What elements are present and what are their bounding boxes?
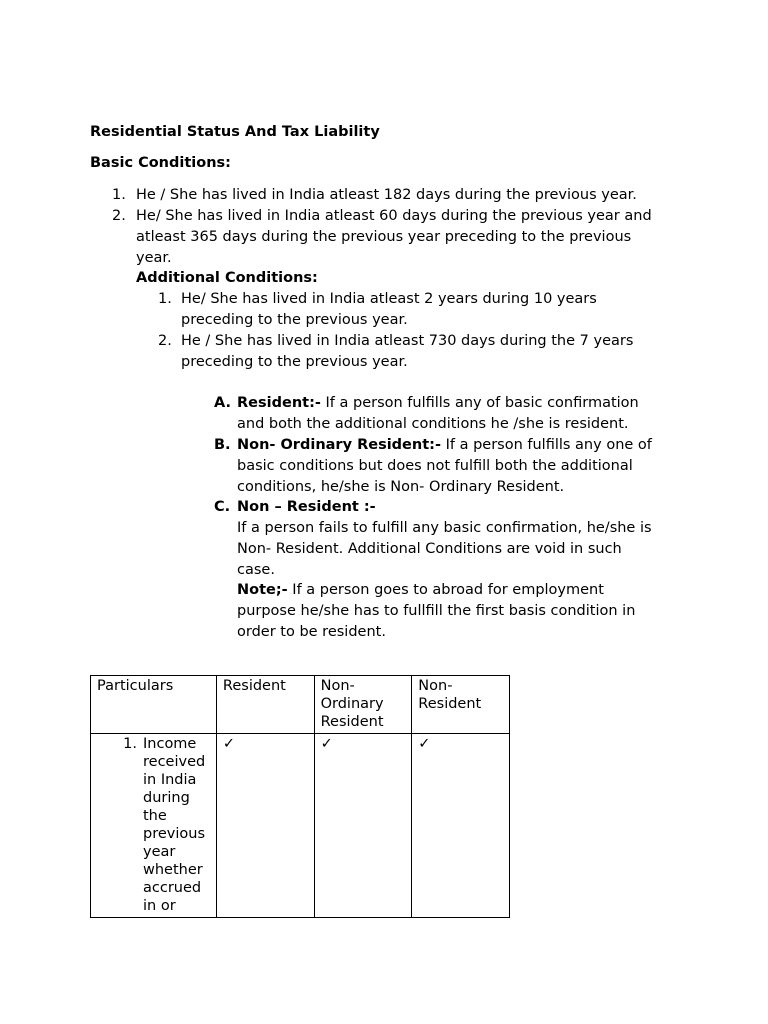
basic-item-2-text-line-3: year. — [136, 250, 172, 266]
category-c-line-2: Non- Resident. Additional Conditions are void in such — [237, 541, 622, 557]
table-header-row — [91, 676, 510, 734]
document-title: Residential Status And Tax Liability — [90, 124, 380, 140]
category-a-line-2: and both the additional conditions he /she is resident. — [237, 416, 629, 432]
additional-conditions-heading: Additional Conditions: — [136, 270, 318, 286]
category-b-term: Non- Ordinary Resident:- — [237, 437, 441, 453]
category-a-term: Resident:- — [237, 395, 321, 411]
basic-conditions-heading: Basic Conditions: — [90, 155, 231, 171]
particular-text: Income received in India during the previous year whether accrued in or — [143, 736, 206, 914]
note-term: Note;- — [237, 582, 288, 598]
cell-resident-check: ✓ — [216, 734, 314, 918]
category-c-term: Non – Resident :- — [237, 499, 376, 515]
basic-item-1-number: 1. — [112, 187, 126, 203]
additional-item-2-number: 2. — [158, 333, 172, 349]
category-c-line-1: If a person fails to fulfill any basic confirmation, he/she is — [237, 520, 652, 536]
basic-item-2-number: 2. — [112, 208, 126, 224]
additional-item-1-text-line-2: preceding to the previous year. — [181, 312, 408, 328]
basic-item-2-text-line-1: He/ She has lived in India atleast 60 days during the previous year and — [136, 208, 652, 224]
category-b-line-1 — [237, 437, 652, 453]
header-particulars: Particulars — [91, 676, 217, 734]
note-definition: If a person goes to abroad for employment — [287, 582, 604, 598]
category-a-definition: If a person fulfills any of basic confirmation — [320, 395, 639, 411]
category-c-letter: C. — [214, 499, 231, 515]
cell-non-resident-check: ✓ — [412, 734, 510, 918]
category-a-line-1 — [237, 395, 639, 411]
cell-non-ordinary-check: ✓ — [314, 734, 412, 918]
note-line-3: order to be resident. — [237, 624, 386, 640]
table-row — [91, 734, 510, 918]
basic-item-1-text: He / She has lived in India atleast 182 days during the previous year. — [136, 187, 637, 203]
tax-liability-table — [90, 675, 510, 918]
category-b-definition: If a person fulfills any one of — [440, 437, 652, 453]
cell-particular — [91, 734, 217, 918]
note-line-1 — [237, 582, 604, 598]
note-line-2: purpose he/she has to fullfill the first basis condition in — [237, 603, 636, 619]
header-non-ordinary-resident: Non- Ordinary Resident — [314, 676, 412, 734]
header-resident: Resident — [216, 676, 314, 734]
category-a-letter: A. — [214, 395, 231, 411]
basic-item-2-text-line-2: atleast 365 days during the previous year preceding to the previous — [136, 229, 632, 245]
additional-item-2-text-line-1: He / She has lived in India atleast 730 days during the 7 years — [181, 333, 634, 349]
category-c-line-3: case. — [237, 562, 275, 578]
additional-item-1-number: 1. — [158, 291, 172, 307]
category-b-letter: B. — [214, 437, 231, 453]
category-b-line-3: conditions, he/she is Non- Ordinary Resident. — [237, 479, 565, 495]
category-b-line-2: basic conditions but does not fulfill both the additional — [237, 458, 633, 474]
header-non-resident: Non- Resident — [412, 676, 510, 734]
particular-number: 1. — [123, 736, 137, 752]
additional-item-1-text-line-1: He/ She has lived in India atleast 2 years during 10 years — [181, 291, 597, 307]
additional-item-2-text-line-2: preceding to the previous year. — [181, 354, 408, 370]
